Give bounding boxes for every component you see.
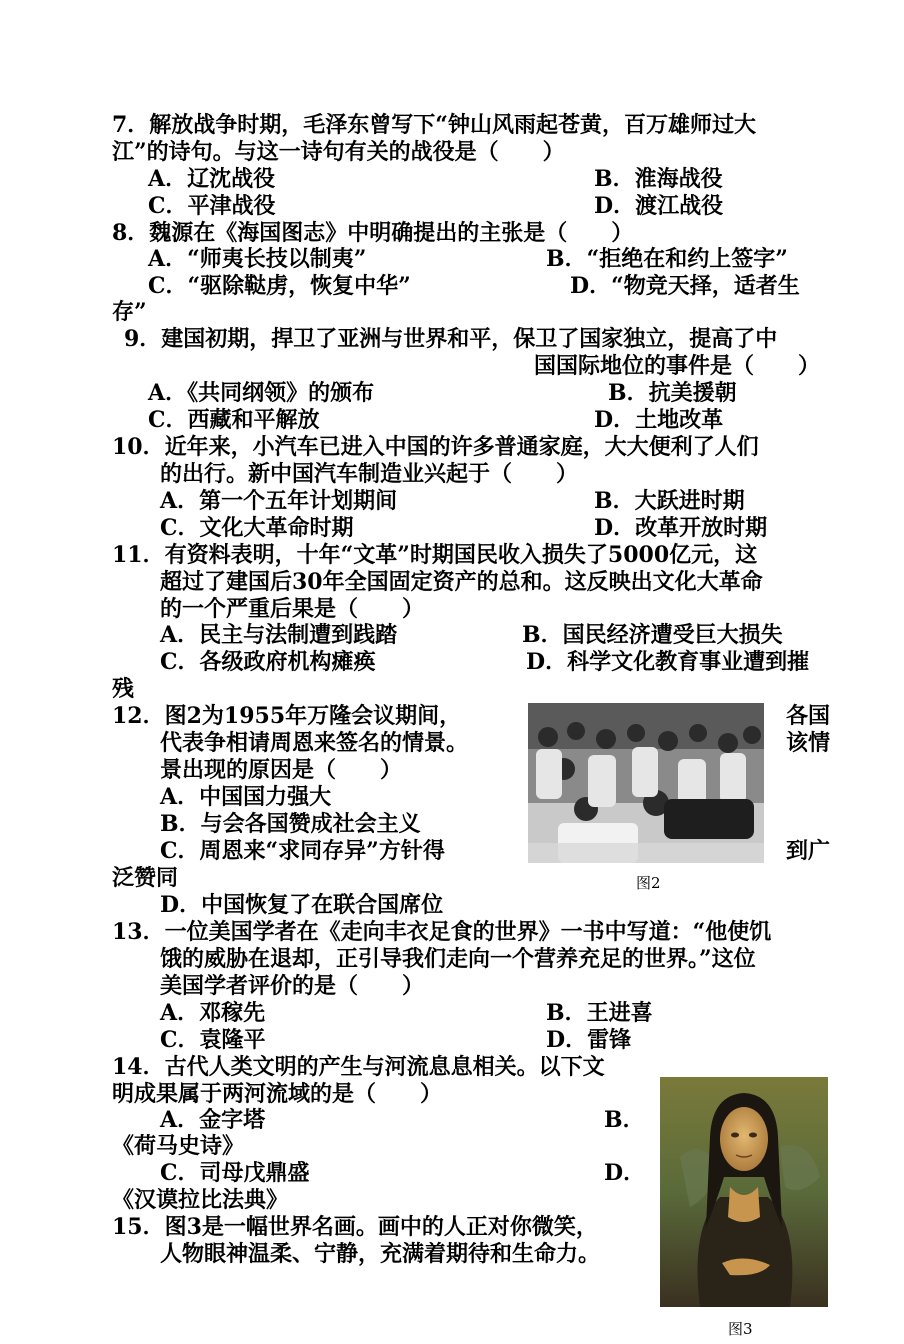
q7-option-b: B．淮海战役 xyxy=(594,166,723,192)
q12-stem-line1-right: 各国 xyxy=(786,703,831,729)
q9-option-c: C．西藏和平解放 xyxy=(148,407,320,433)
q14-option-d: D． xyxy=(604,1160,646,1186)
q11-option-d-continued: 残 xyxy=(112,676,135,702)
q12-stem-line1: 12．图2为1955年万隆会议期间， xyxy=(112,703,462,729)
q7-option-d: D．渡江战役 xyxy=(594,193,724,219)
q11-stem-line3: 的一个严重后果是（ ） xyxy=(160,596,425,622)
q13-option-c: C．袁隆平 xyxy=(160,1027,266,1053)
q11-option-c: C．各级政府机构瘫痪 xyxy=(160,649,376,675)
q8-option-c: C．“驱除鞑虏，恢复中华” xyxy=(148,273,411,299)
q14-option-b: B． xyxy=(604,1107,645,1133)
q14-option-a: A．金字塔 xyxy=(160,1107,266,1133)
q14-stem-line2: 明成果属于两河流域的是（ ） xyxy=(112,1081,443,1107)
q13-stem-line1: 13．一位美国学者在《走向丰衣足食的世界》一书中写道：“他使饥 xyxy=(112,919,772,945)
q12-stem-line3: 景出现的原因是（ ） xyxy=(160,757,403,783)
q11-stem-line2: 超过了建国后30年全国固定资产的总和。这反映出文化大革命 xyxy=(160,569,763,595)
q10-option-b: B．大跃进时期 xyxy=(594,488,745,514)
q10-option-c: C．文化大革命时期 xyxy=(160,515,354,541)
q12-option-d: D．中国恢复了在联合国席位 xyxy=(160,892,444,918)
q13-stem-line2: 饿的威胁在退却，正引导我们走向一个营养充足的世界。”这位 xyxy=(160,946,756,972)
q9-option-d: D．土地改革 xyxy=(594,407,724,433)
q11-option-a: A．民主与法制遭到践踏 xyxy=(160,622,398,648)
q12-option-c-right: 到广 xyxy=(786,838,831,864)
q7-stem-line2: 江”的诗句。与这一诗句有关的战役是（ ） xyxy=(112,139,565,165)
q10-option-a: A．第一个五年计划期间 xyxy=(160,488,398,514)
q12-option-a: A．中国国力强大 xyxy=(160,784,332,810)
q14-option-d-continued: 《汉谟拉比法典》 xyxy=(112,1187,289,1213)
q13-option-b: B．王进喜 xyxy=(546,1000,653,1026)
figure-2-caption: 图2 xyxy=(636,874,661,892)
q9-option-a: A．《共同纲领》的颁布 xyxy=(148,380,375,406)
q8-option-b: B．“拒绝在和约上签字” xyxy=(546,246,788,272)
q8-option-a: A．“师夷长技以制夷” xyxy=(148,246,367,272)
q8-stem: 8．魏源在《海国图志》中明确提出的主张是（ ） xyxy=(112,220,634,246)
q13-stem-line3: 美国学者评价的是（ ） xyxy=(160,973,425,999)
q10-stem-line1: 10．近年来，小汽车已进入中国的许多普通家庭，大大便利了人们 xyxy=(112,434,759,460)
q7-option-a: A．辽沈战役 xyxy=(148,166,276,192)
q7-option-c: C．平津战役 xyxy=(148,193,276,219)
figure-2-photo xyxy=(528,703,764,863)
q13-option-d: D．雷锋 xyxy=(546,1027,632,1053)
q7-stem-line1: 7．解放战争时期，毛泽东曾写下“钟山风雨起苍黄，百万雄师过大 xyxy=(112,112,756,138)
q10-option-d: D．改革开放时期 xyxy=(594,515,768,541)
q8-option-d-continued: 存” xyxy=(112,299,147,325)
q12-stem-line2: 代表争相请周恩来签名的情景。 xyxy=(160,730,469,756)
q9-stem-line1: 9．建国初期，捍卫了亚洲与世界和平，保卫了国家独立，提高了中 xyxy=(124,326,778,352)
q14-option-c: C．司母戊鼎盛 xyxy=(160,1160,310,1186)
q12-option-c-continued: 泛赞同 xyxy=(112,865,179,891)
q15-stem-line1: 15．图3是一幅世界名画。画中的人正对你微笑， xyxy=(112,1214,598,1240)
q14-option-b-continued: 《荷马史诗》 xyxy=(112,1133,245,1159)
q13-option-a: A．邓稼先 xyxy=(160,1000,266,1026)
q11-option-b: B．国民经济遭受巨大损失 xyxy=(522,622,783,648)
q12-option-b: B．与会各国赞成社会主义 xyxy=(160,811,421,837)
q11-option-d: D．科学文化教育事业遭到摧 xyxy=(526,649,810,675)
q15-stem-line2: 人物眼神温柔、宁静，充满着期待和生命力。 xyxy=(160,1241,601,1267)
q10-stem-line2: 的出行。新中国汽车制造业兴起于（ ） xyxy=(160,461,579,487)
q12-stem-line2-right: 该情 xyxy=(786,730,831,756)
q8-option-d: D．“物竞天择，适者生 xyxy=(570,273,800,299)
q12-option-c: C．周恩来“求同存异”方针得 xyxy=(160,838,445,864)
q11-stem-line1: 11．有资料表明，十年“文革”时期国民收入损失了5000亿元，这 xyxy=(112,542,758,568)
figure-3-caption: 图3 xyxy=(728,1320,753,1338)
q9-option-b: B．抗美援朝 xyxy=(608,380,737,406)
q9-stem-line2: 国国际地位的事件是（ ） xyxy=(534,353,821,379)
figure-3-painting xyxy=(660,1077,828,1307)
q14-stem-line1: 14．古代人类文明的产生与河流息息相关。以下文 xyxy=(112,1054,605,1080)
